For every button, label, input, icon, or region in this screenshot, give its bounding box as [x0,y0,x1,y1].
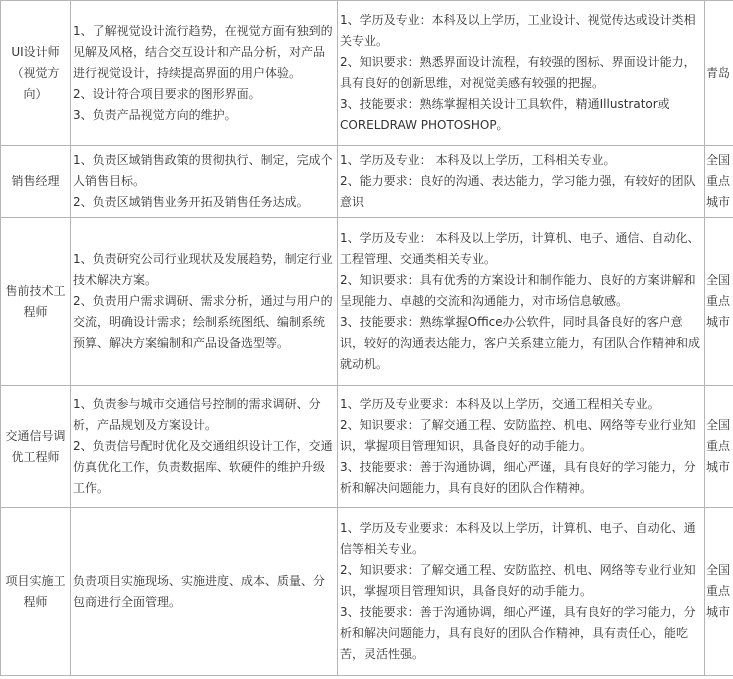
job-location: 全国重点城市 [705,508,733,676]
requirement-item: 3、技能要求：善于沟通协调，细心严谨，具有良好的学习能力，分析和解决问题能力，具有良好的团队合作精神，具有责任心，能吃苦，灵活性强。 [340,605,696,661]
duty-item: 1、负责研究公司行业现状及发展趋势，制定行业技术解决方案。 [73,252,333,287]
requirement-item: 2、知识要求：熟悉界面设计流程，有较强的图标、界面设计能力，具有良好的创新思维，对视觉美感有较强的把握。 [340,55,696,90]
requirement-item: 3、技能要求：熟练掌握相关设计工具软件，精通Illustrator或CORELDRAW PHOTOSHOP。 [340,97,670,132]
duty-item: 1、负责区域销售政策的贯彻执行、制定，完成个人销售目标。 [73,153,333,188]
job-title: 交通信号调优工程师 [1,386,71,508]
table-row [1,386,733,508]
job-location: 全国重点城市 [705,218,733,386]
requirement-item: 1、学历及专业要求：本科及以上学历，交通工程相关专业。 [340,397,660,411]
job-location: 全国重点城市 [705,386,733,508]
job-location: 全国重点城市 [705,146,733,218]
job-title: 项目实施工程师 [1,508,71,676]
job-requirements [338,386,705,508]
duty-item: 2、负责用户需求调研、需求分析，通过与用户的交流，明确设计需求；绘制系统图纸、编制系统预算、解决方案编制和产品设备选型等。 [73,294,333,350]
job-requirements [338,508,705,676]
requirement-item: 2、能力要求：良好的沟通、表达能力，学习能力强，有较好的团队意识 [340,174,696,209]
job-title: 销售经理 [1,146,71,218]
requirement-item: 1、学历及专业： 本科及以上学历，工科相关专业。 [340,153,616,167]
duty-item: 负责项目实施现场、实施进度、成本、质量、分包商进行全面管理。 [73,573,326,609]
requirement-item: 3、技能要求：熟练掌握Office办公软件，同时具备良好的客户意识，较好的沟通表达能力，客户关系建立能力，有团队合作精神和成就动机。 [340,315,701,371]
requirement-item: 3、技能要求：善于沟通协调，细心严谨，具有良好的学习能力，分析和解决问题能力，具有良好的团队合作精神。 [340,460,696,495]
job-requirements [338,218,705,386]
requirement-item: 1、学历及专业： 本科及以上学历，计算机、电子、通信、自动化、工程管理、交通类相关专业。 [340,231,700,266]
table-row [1,218,733,386]
requirement-item: 2、知识要求：了解交通工程、安防监控、机电、网络等专业行业知识，掌握项目管理知识，具备良好的动手能力。 [340,418,696,453]
job-location: 青岛 [705,1,733,146]
duty-item: 3、负责产品视觉方向的维护。 [73,107,237,122]
job-duties [71,508,338,676]
requirement-item: 2、知识要求：了解交通工程、安防监控、机电、网络等专业行业知识，掌握项目管理知识，具备良好的动手能力。 [340,563,696,598]
job-duties [71,218,338,386]
requirement-item: 2、知识要求：具有优秀的方案设计和制作能力、良好的方案讲解和呈现能力、卓越的交流和沟通能力，对市场信息敏感。 [340,273,696,308]
requirement-item: 1、学历及专业：本科及以上学历，工业设计、视觉传达或设计类相关专业。 [340,13,696,48]
table-row [1,146,733,218]
duty-item: 2、负责区域销售业务开拓及销售任务达成。 [73,195,309,209]
job-duties [71,386,338,508]
duty-item: 2、设计符合项目要求的图形界面。 [73,86,261,101]
job-duties [71,1,338,146]
duty-item: 1、了解视觉设计流行趋势，在视觉方面有独到的见解及风格，结合交互设计和产品分析，对产品进行视觉设计，持续提高界面的用户体验。 [73,23,333,80]
duty-item: 1、负责参与城市交通信号控制的需求调研、分析，产品规划及方案设计。 [73,397,321,432]
job-duties [71,146,338,218]
job-requirements [338,1,705,146]
job-title: 售前技术工程师 [1,218,71,386]
duty-item: 2、负责信号配时优化及交通组织设计工作，交通仿真优化工作，负责数据库、软硬件的维护升级工作。 [73,439,333,495]
requirement-item: 1、学历及专业要求：本科及以上学历，计算机、电子、自动化、通信等相关专业。 [340,521,696,556]
job-requirements [338,146,705,218]
job-title: UI设计师（视觉方向） [1,1,71,146]
table-row [1,508,733,676]
table-row [1,1,733,146]
